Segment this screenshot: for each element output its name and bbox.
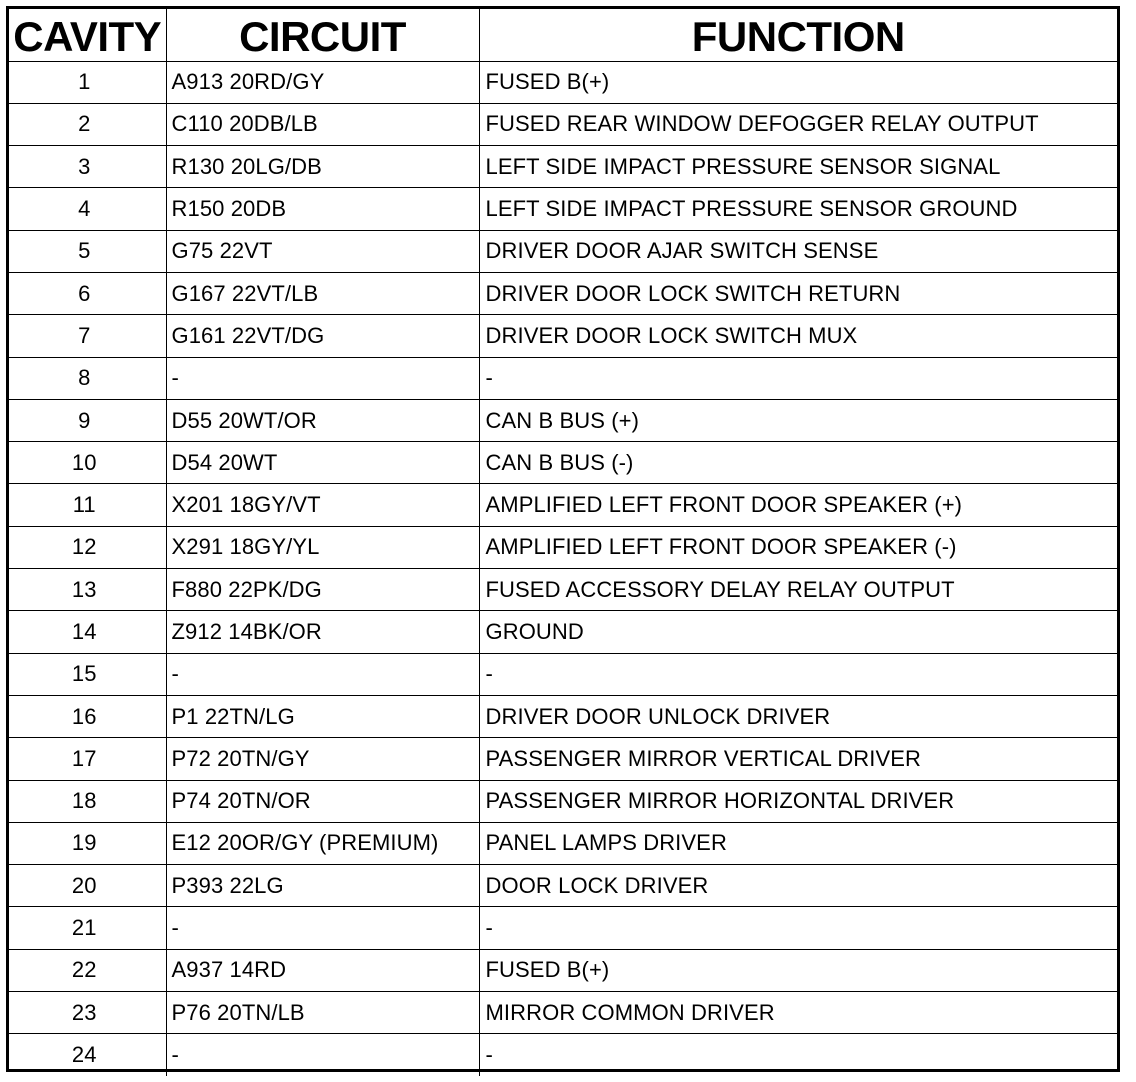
circuit-cell: A937 14RD — [166, 949, 479, 991]
cavity-cell: 12 — [9, 526, 166, 568]
cavity-cell: 18 — [9, 780, 166, 822]
circuit-cell: G161 22VT/DG — [166, 315, 479, 357]
table-row — [9, 695, 1117, 737]
table-row — [9, 611, 1117, 653]
circuit-cell: R130 20LG/DB — [166, 146, 479, 188]
function-cell: FUSED REAR WINDOW DEFOGGER RELAY OUTPUT — [479, 103, 1117, 145]
cavity-cell: 4 — [9, 188, 166, 230]
function-cell: - — [479, 653, 1117, 695]
circuit-cell: P1 22TN/LG — [166, 695, 479, 737]
circuit-cell: Z912 14BK/OR — [166, 611, 479, 653]
cavity-cell: 24 — [9, 1034, 166, 1076]
function-cell: CAN B BUS (+) — [479, 399, 1117, 441]
table-row — [9, 738, 1117, 780]
cavity-cell: 11 — [9, 484, 166, 526]
cavity-cell: 20 — [9, 865, 166, 907]
circuit-cell: P76 20TN/LB — [166, 992, 479, 1034]
function-cell: DRIVER DOOR UNLOCK DRIVER — [479, 695, 1117, 737]
circuit-cell: P393 22LG — [166, 865, 479, 907]
function-cell: LEFT SIDE IMPACT PRESSURE SENSOR SIGNAL — [479, 146, 1117, 188]
table-row — [9, 949, 1117, 991]
cavity-cell: 1 — [9, 61, 166, 103]
table-row — [9, 188, 1117, 230]
circuit-cell: G75 22VT — [166, 230, 479, 272]
function-cell: FUSED B(+) — [479, 61, 1117, 103]
table-row — [9, 399, 1117, 441]
circuit-cell: - — [166, 1034, 479, 1076]
function-cell: DOOR LOCK DRIVER — [479, 865, 1117, 907]
cavity-cell: 22 — [9, 949, 166, 991]
function-cell: PASSENGER MIRROR VERTICAL DRIVER — [479, 738, 1117, 780]
circuit-cell: D54 20WT — [166, 442, 479, 484]
cavity-cell: 13 — [9, 569, 166, 611]
cavity-cell: 5 — [9, 230, 166, 272]
function-header: FUNCTION — [479, 9, 1117, 61]
circuit-cell: F880 22PK/DG — [166, 569, 479, 611]
circuit-cell: G167 22VT/LB — [166, 272, 479, 314]
table-row — [9, 653, 1117, 695]
cavity-cell: 14 — [9, 611, 166, 653]
circuit-cell: R150 20DB — [166, 188, 479, 230]
cavity-cell: 16 — [9, 695, 166, 737]
cavity-cell: 6 — [9, 272, 166, 314]
table-row — [9, 526, 1117, 568]
table-row — [9, 1034, 1117, 1076]
header-row — [9, 9, 1117, 61]
table-row — [9, 272, 1117, 314]
cavity-cell: 15 — [9, 653, 166, 695]
table-row — [9, 484, 1117, 526]
cavity-cell: 23 — [9, 992, 166, 1034]
function-cell: PASSENGER MIRROR HORIZONTAL DRIVER — [479, 780, 1117, 822]
cavity-header: CAVITY — [9, 9, 166, 61]
cavity-cell: 3 — [9, 146, 166, 188]
circuit-cell: X291 18GY/YL — [166, 526, 479, 568]
circuit-cell: - — [166, 357, 479, 399]
cavity-cell: 9 — [9, 399, 166, 441]
table-row — [9, 780, 1117, 822]
circuit-header: CIRCUIT — [166, 9, 479, 61]
function-cell: AMPLIFIED LEFT FRONT DOOR SPEAKER (+) — [479, 484, 1117, 526]
function-cell: DRIVER DOOR AJAR SWITCH SENSE — [479, 230, 1117, 272]
function-cell: AMPLIFIED LEFT FRONT DOOR SPEAKER (-) — [479, 526, 1117, 568]
circuit-cell: A913 20RD/GY — [166, 61, 479, 103]
table-row — [9, 907, 1117, 949]
table-row — [9, 992, 1117, 1034]
function-cell: - — [479, 907, 1117, 949]
circuit-cell: X201 18GY/VT — [166, 484, 479, 526]
table-row — [9, 315, 1117, 357]
function-cell: - — [479, 357, 1117, 399]
circuit-cell: P74 20TN/OR — [166, 780, 479, 822]
table-row — [9, 357, 1117, 399]
circuit-cell: C110 20DB/LB — [166, 103, 479, 145]
circuit-cell: E12 20OR/GY (PREMIUM) — [166, 822, 479, 864]
table-row — [9, 230, 1117, 272]
table-row — [9, 103, 1117, 145]
cavity-cell: 21 — [9, 907, 166, 949]
cavity-cell: 10 — [9, 442, 166, 484]
function-cell: DRIVER DOOR LOCK SWITCH MUX — [479, 315, 1117, 357]
function-cell: FUSED B(+) — [479, 949, 1117, 991]
table-row — [9, 865, 1117, 907]
function-cell: CAN B BUS (-) — [479, 442, 1117, 484]
function-cell: GROUND — [479, 611, 1117, 653]
table-row — [9, 822, 1117, 864]
pinout-table — [9, 9, 1117, 1076]
function-cell: PANEL LAMPS DRIVER — [479, 822, 1117, 864]
circuit-cell: - — [166, 907, 479, 949]
table-row — [9, 569, 1117, 611]
table-row — [9, 146, 1117, 188]
cavity-cell: 17 — [9, 738, 166, 780]
circuit-cell: - — [166, 653, 479, 695]
function-cell: MIRROR COMMON DRIVER — [479, 992, 1117, 1034]
cavity-cell: 7 — [9, 315, 166, 357]
circuit-cell: D55 20WT/OR — [166, 399, 479, 441]
connector-pinout-table — [6, 6, 1120, 1072]
function-cell: - — [479, 1034, 1117, 1076]
function-cell: LEFT SIDE IMPACT PRESSURE SENSOR GROUND — [479, 188, 1117, 230]
cavity-cell: 8 — [9, 357, 166, 399]
table-row — [9, 61, 1117, 103]
function-cell: FUSED ACCESSORY DELAY RELAY OUTPUT — [479, 569, 1117, 611]
table-row — [9, 442, 1117, 484]
circuit-cell: P72 20TN/GY — [166, 738, 479, 780]
cavity-cell: 19 — [9, 822, 166, 864]
cavity-cell: 2 — [9, 103, 166, 145]
function-cell: DRIVER DOOR LOCK SWITCH RETURN — [479, 272, 1117, 314]
